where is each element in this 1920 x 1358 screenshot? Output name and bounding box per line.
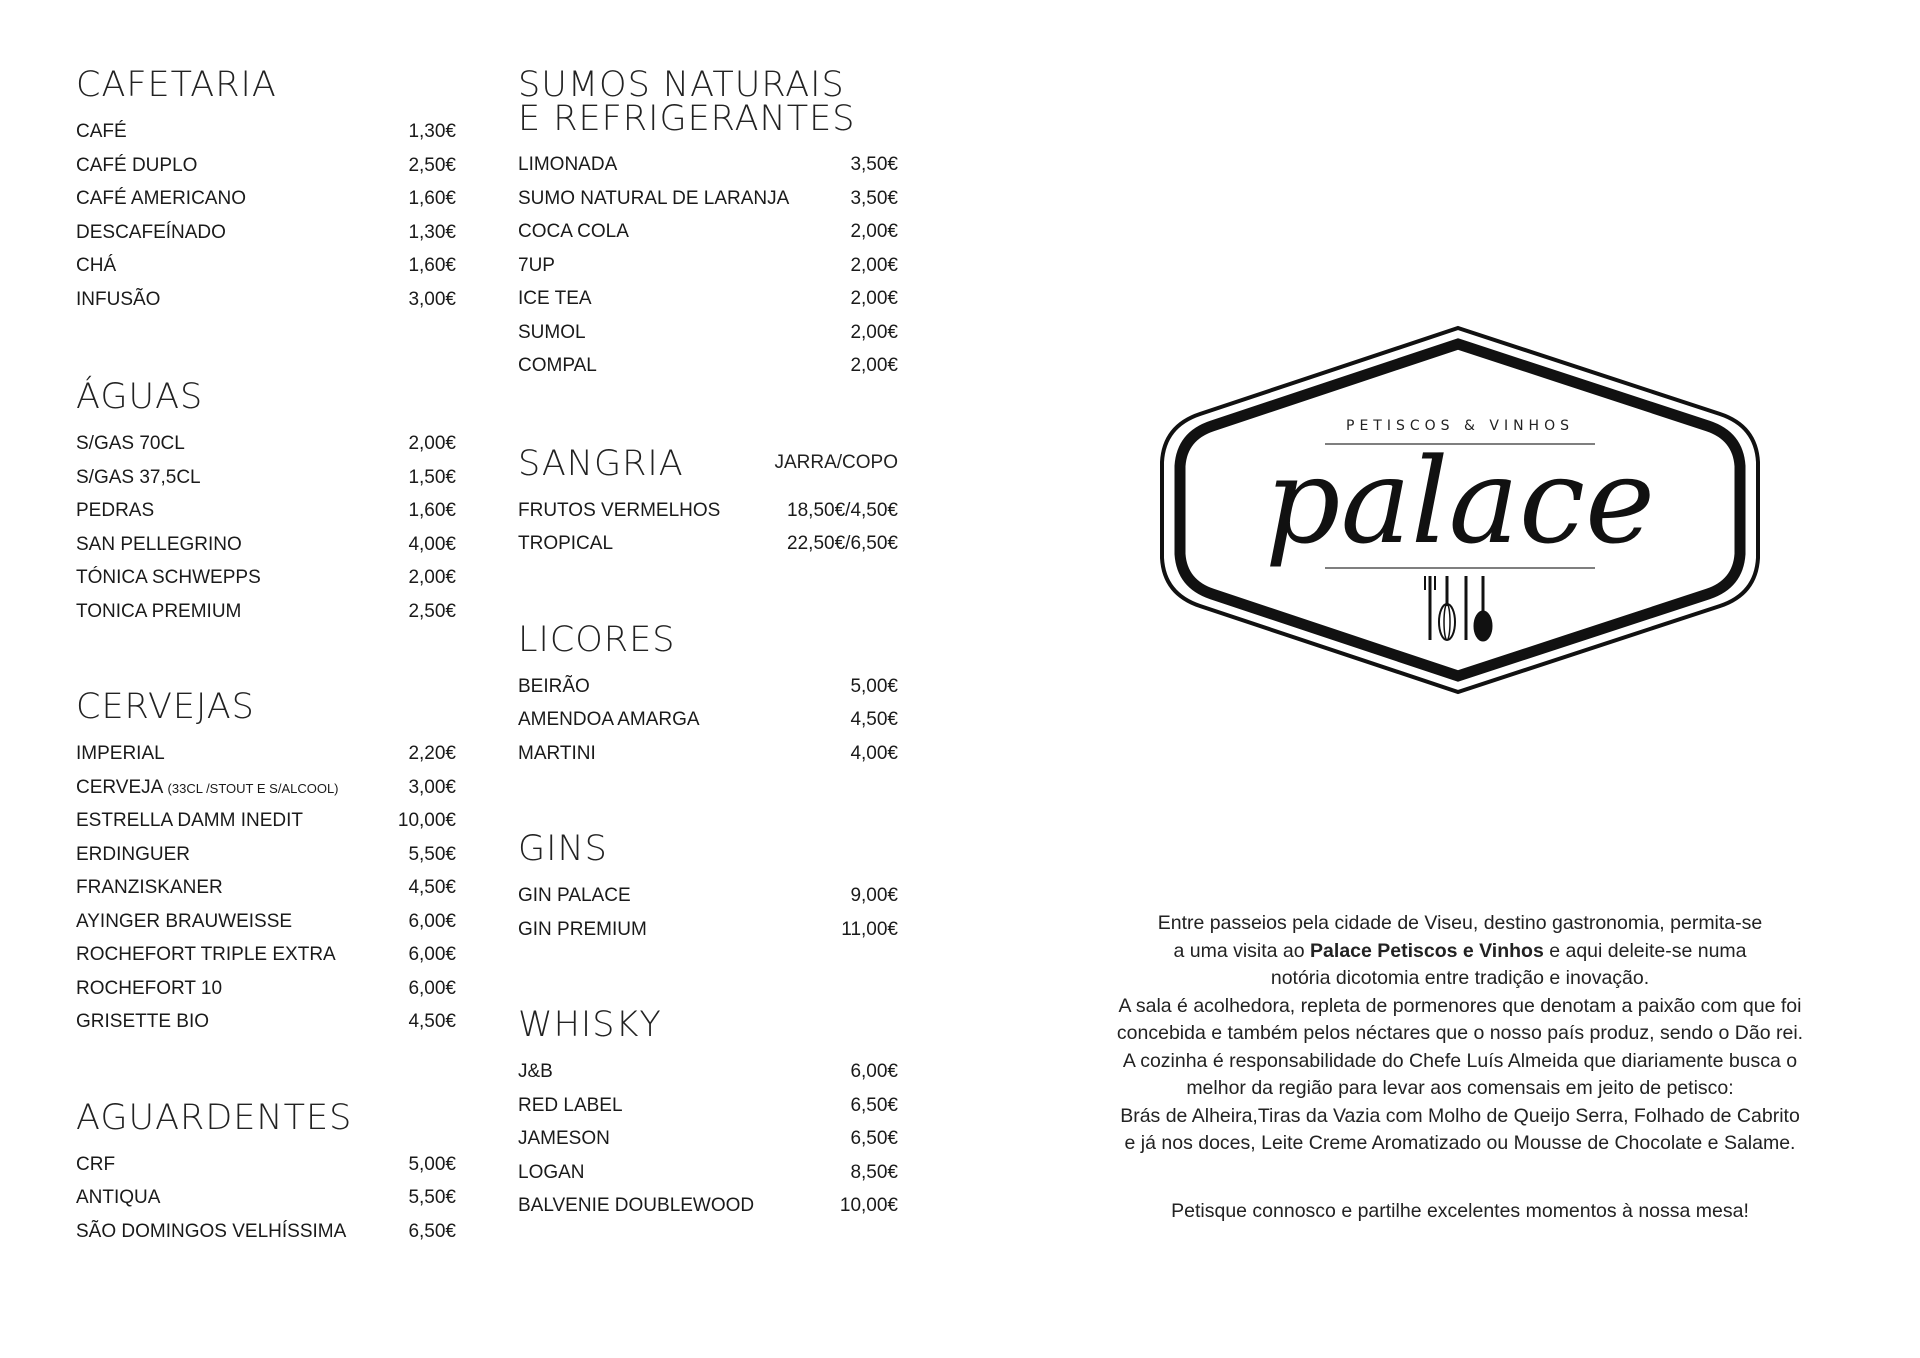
menu-item-price: 1,50€ [408,466,456,488]
section-title-text: WHISKY [518,1005,662,1045]
menu-item-note: (33CL /STOUT E S/ALCOOL) [167,780,339,796]
menu-item-name-text: FRANZISKANER [76,877,223,898]
menu-item [76,804,456,838]
menu-item [518,737,898,771]
menu-item-name [76,461,201,495]
section-title [76,65,456,105]
about-line-text: a uma visita ao [1173,939,1311,962]
menu-item-name-text: S/GAS 70CL [76,433,185,454]
about-line [1060,1075,1860,1103]
about-closing: Petisque connosco e partilhe excelentes momentos à nossa mesa! [1171,1199,1749,1222]
menu-item-name-text: GRISETTE BIO [76,1011,210,1032]
palace-logo [1160,322,1760,698]
menu-item-price: 1,60€ [408,500,456,521]
menu-section [76,1097,456,1249]
menu-item-name [518,215,629,249]
menu-item-name-text: CAFÉ DUPLO [76,154,198,176]
menu-item-name [518,182,789,216]
menu-item-name [518,494,720,528]
section-title [518,1005,898,1045]
menu-item-price: 5,00€ [850,675,898,697]
logo-tagline: PETISCOS & VINHOS [1346,418,1574,434]
menu-item-name [76,216,226,250]
menu-item-price: 3,50€ [850,154,898,175]
menu-item-name-text: CAFÉ AMERICANO [76,188,246,209]
menu-item-price: 6,00€ [408,910,456,932]
menu-item [76,427,456,461]
menu-item-name-text: SUMO NATURAL DE LARANJA [518,187,790,209]
menu-item-price: 2,00€ [850,321,898,343]
menu-item-name [518,670,590,704]
section-title-text: CAFETARIA [76,65,277,105]
spoon-icon [1474,576,1492,641]
about-line-text: A cozinha é responsabilidade do Chefe Luís Almeida que diariamente busca o [1122,1049,1798,1072]
menu-item [76,595,456,629]
menu-item-name [518,316,586,350]
menu-item-name [76,249,116,283]
menu-item-name-text: INFUSÃO [76,288,161,310]
section-title-text: ÁGUAS [76,377,204,417]
menu-item-name [518,148,617,182]
menu-item-name-text: ROCHEFORT TRIPLE EXTRA [76,944,336,965]
about-paragraph [1060,910,1860,1158]
menu-item-name [76,595,241,629]
about-line [1060,1048,1860,1076]
menu-item-name-text: TROPICAL [518,533,614,554]
about-line-text: melhor da região para levar aos comensais em jeito de petisco: [1186,1077,1734,1099]
about-line-emphasis: Palace Petiscos e Vinhos [1310,939,1544,962]
menu-item-price: 9,00€ [850,885,898,906]
menu-item [76,905,456,939]
menu-column-left [76,65,456,1248]
menu-item-price: 4,00€ [850,742,898,764]
menu-item [518,215,898,249]
whisk-icon [1439,576,1455,640]
menu-item-price: 10,00€ [397,810,456,831]
menu-item-price: 6,00€ [850,1061,898,1082]
menu-item-name-text: COCA COLA [518,221,629,242]
menu-item [518,913,898,947]
menu-item-price: 6,50€ [850,1128,898,1149]
menu-item [518,148,898,182]
menu-item [76,528,456,562]
menu-item-name-text: FRUTOS VERMELHOS [518,499,721,521]
menu-item-name-text: MARTINI [518,742,596,764]
menu-item-price: 8,50€ [850,1161,898,1183]
menu-section [76,377,456,628]
menu-item [76,771,456,805]
menu-item [76,561,456,595]
menu-item-price: 2,20€ [408,743,456,764]
menu-item [76,871,456,905]
menu-item [76,1148,456,1182]
menu-item [518,1156,898,1190]
about-line [1060,965,1860,993]
menu-item [76,1181,456,1215]
logo-graphic [1160,322,1760,698]
menu-item-price: 3,00€ [408,776,456,798]
about-line [1060,910,1860,938]
about-line-text: e já nos doces, Leite Creme Aromatizado ou Mousse de Chocolate e Salame. [1124,1132,1796,1154]
menu-item [76,972,456,1006]
menu-item-price: 5,50€ [408,1187,456,1208]
menu-item [76,115,456,149]
menu-item-name [518,527,613,561]
menu-item [76,216,456,250]
menu-item-price: 4,00€ [408,533,456,555]
menu-item-price: 1,60€ [408,255,456,276]
menu-item-name [518,1089,623,1123]
section-title-text: GINS [518,829,608,869]
menu-item-name [518,282,592,316]
menu-item-name [518,1122,610,1156]
menu-item-price: 2,50€ [408,600,456,622]
menu-item [518,494,898,528]
menu-item [518,349,898,383]
menu-item [76,1215,456,1249]
menu-item-name [76,1181,160,1215]
menu-item-name [76,905,292,939]
menu-item [518,703,898,737]
about-line-text: e aqui deleite-se numa [1543,939,1747,962]
section-title [76,687,456,727]
menu-item-name [76,494,154,528]
menu-item [76,283,456,317]
section-title-text: CERVEJAS [76,687,255,727]
menu-item-name [76,737,165,771]
menu-item-price: 10,00€ [839,1195,898,1216]
menu-item [518,1089,898,1123]
menu-item-name [518,1156,585,1190]
about-line [1060,1130,1860,1158]
menu-item [518,249,898,283]
menu-item [76,1005,456,1039]
menu-item [518,1122,898,1156]
menu-item-name [76,804,303,838]
menu-item-name-text: GIN PREMIUM [518,918,647,940]
menu-section [518,1005,898,1223]
about-line [1060,993,1860,1021]
menu-item-name-text: CERVEJA [76,776,163,798]
menu-item-name-text: BALVENIE DOUBLEWOOD [518,1195,755,1216]
section-price-note: JARRA/COPO [774,451,898,473]
menu-item-name-text: CRF [76,1153,116,1175]
menu-item-price: 18,50€/4,50€ [787,499,898,521]
menu-item-name [76,1148,115,1182]
menu-section [518,65,898,383]
menu-item-name-text: CHÁ [76,255,117,276]
section-title [76,377,456,417]
menu-item-name [518,349,597,383]
menu-item-price: 2,00€ [408,433,456,454]
menu-item-name [76,938,336,972]
menu-item-name [76,1215,346,1249]
menu-section [518,443,898,561]
menu-section [76,65,456,316]
about-line-text: Brás de Alheira,Tiras da Vazia com Molho de Queijo Serra, Folhado de Cabrito [1120,1104,1800,1127]
section-title [518,443,898,484]
menu-item-price: 2,00€ [850,221,898,242]
menu-item-name-text: LOGAN [518,1161,585,1183]
menu-item [76,461,456,495]
menu-item-name-text: GIN PALACE [518,885,631,906]
menu-item-price: 1,30€ [408,121,456,142]
menu-item-name-text: ANTIQUA [76,1187,161,1208]
about-line [1060,1103,1860,1131]
section-title [76,1097,456,1138]
menu-item [76,149,456,183]
menu-item [76,249,456,283]
menu-item-name [518,1189,754,1223]
menu-item-name [518,1055,553,1089]
menu-item-price: 6,00€ [408,977,456,999]
menu-item-name-text: RED LABEL [518,1094,623,1116]
menu-item-name [76,838,190,872]
menu-item-price: 2,00€ [850,288,898,309]
fork-icon [1425,576,1435,640]
menu-item-name-text: PEDRAS [76,500,155,521]
menu-item-price: 3,00€ [408,288,456,310]
menu-item-price: 1,60€ [408,188,456,209]
about-line [1060,938,1860,966]
section-title-text: LICORES [518,619,676,660]
menu-item-name-text: SÃO DOMINGOS VELHÍSSIMA [76,1220,347,1242]
menu-item-name [518,703,700,737]
section-title [518,829,898,869]
menu-item-price: 5,00€ [408,1153,456,1175]
menu-item [76,737,456,771]
menu-item-name-text: 7UP [518,254,555,276]
menu-item-name [76,1005,209,1039]
menu-item-name-text: COMPAL [518,355,597,376]
menu-item-name [518,879,631,913]
menu-item-name [76,771,339,806]
menu-item-name-text: ESTRELLA DAMM INEDIT [76,810,303,831]
about-line-text: Entre passeios pela cidade de Viseu, destino gastronomia, permita-se [1157,912,1763,934]
menu-item [518,879,898,913]
menu-item-name [76,283,160,317]
about-line-text: concebida e também pelos néctares que o nosso país produz, sendo o Dão rei. [1116,1022,1804,1044]
menu-item [76,838,456,872]
menu-item-name-text: CAFÉ [76,121,127,142]
menu-item-price: 6,50€ [408,1220,456,1242]
menu-item-price: 2,00€ [850,355,898,376]
menu-item-name [518,913,647,947]
menu-item [518,527,898,561]
menu-item-price: 4,50€ [408,877,456,898]
section-title-text: SANGRIA [518,443,684,484]
menu-item-name-text: BEIRÃO [518,675,590,697]
menu-item-name [518,737,596,771]
menu-item-price: 3,50€ [850,187,898,209]
section-title [518,65,878,139]
menu-item-name [76,427,185,461]
menu-column-right [518,65,898,1223]
menu-item [518,182,898,216]
menu-item [76,182,456,216]
section-title-text: AGUARDENTES [76,1097,353,1138]
menu-item-price: 1,30€ [408,221,456,243]
menu-item-name [76,182,246,216]
menu-item-name [518,249,555,283]
menu-section [76,687,456,1039]
menu-item-name [76,871,223,905]
menu-item-name [76,115,127,149]
menu-item-name-text: ROCHEFORT 10 [76,977,223,999]
menu-item-name-text: S/GAS 37,5CL [76,466,201,488]
menu-item-price: 6,50€ [850,1094,898,1116]
about-line-text: notória dicotomia entre tradição e inovação. [1270,967,1650,989]
menu-item [518,1055,898,1089]
menu-item-price: 4,50€ [850,709,898,730]
menu-item-price: 2,00€ [850,254,898,276]
about-line [1060,1020,1860,1048]
menu-item-price: 4,50€ [408,1011,456,1032]
menu-item-price: 5,50€ [408,843,456,865]
menu-item-name-text: SAN PELLEGRINO [76,533,242,555]
menu-item-name [76,561,261,595]
menu-item-price: 2,00€ [408,567,456,588]
menu-item [518,316,898,350]
menu-item-price: 6,00€ [408,944,456,965]
menu-item [76,494,456,528]
menu-item-name-text: TONICA PREMIUM [76,600,242,622]
menu-item-name-text: AMENDOA AMARGA [518,709,700,730]
menu-item-name-text: IMPERIAL [76,743,165,764]
menu-item-name [76,972,222,1006]
menu-item [518,670,898,704]
section-title-text: SUMOS NATURAIS E REFRIGERANTES [518,65,856,139]
menu-item-name [76,149,197,183]
menu-item-name-text: DESCAFEÍNADO [76,221,226,243]
menu-item [518,282,898,316]
section-title [518,619,898,660]
about-line-text: A sala é acolhedora, repleta de pormenores que denotam a paixão com que foi [1118,994,1802,1017]
about-text [1060,910,1860,1225]
menu-item-name-text: LIMONADA [518,154,618,175]
logo-wordmark: palace [1265,432,1655,570]
menu-item-name-text: J&B [518,1061,553,1082]
menu-item-name-text: ICE TEA [518,288,592,309]
menu-item-price: 2,50€ [408,154,456,176]
menu-item-name [76,528,242,562]
menu-section [518,619,898,771]
menu-item-price: 11,00€ [841,918,898,940]
menu-item-name-text: AYINGER BRAUWEISSE [76,910,293,932]
menu-item-price: 22,50€/6,50€ [787,533,898,554]
menu-item-name-text: JAMESON [518,1128,610,1149]
menu-item-name-text: SUMOL [518,321,586,343]
menu-item-name-text: TÓNICA SCHWEPPS [76,567,261,588]
menu-item [518,1189,898,1223]
menu-section [518,829,898,946]
menu-item-name-text: ERDINGUER [76,843,191,865]
menu-item [76,938,456,972]
